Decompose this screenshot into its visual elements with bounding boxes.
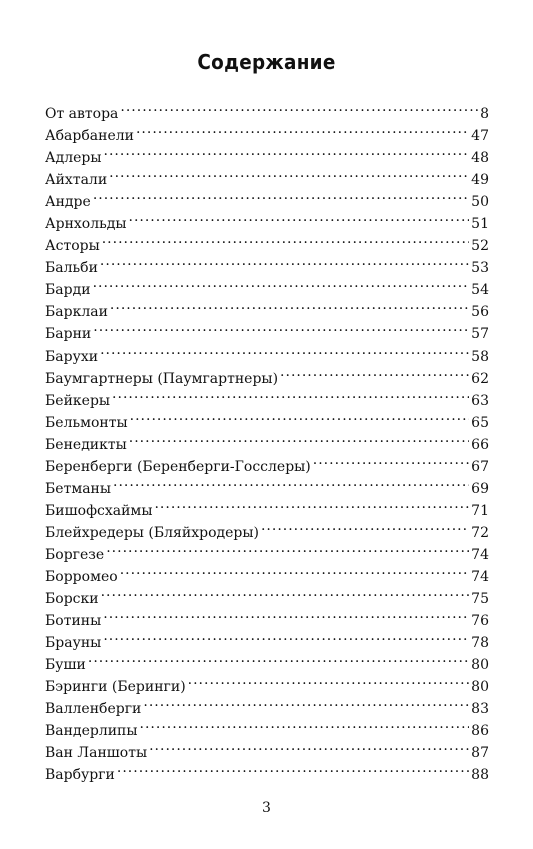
toc-entry-label: Барклаи [45, 304, 108, 321]
toc-entry-label: Бишофсхаймы [45, 502, 153, 519]
toc-entry-page: 71 [471, 502, 489, 519]
dot-leader [129, 427, 469, 449]
toc-entry [45, 250, 489, 277]
table-of-contents [45, 96, 489, 784]
page-title: Содержание [197, 50, 336, 74]
toc-entry-page: 80 [471, 679, 489, 696]
dot-leader [101, 581, 470, 603]
dot-leader [100, 250, 469, 272]
dot-leader [261, 515, 469, 537]
dot-leader [93, 272, 470, 294]
toc-entry [45, 383, 489, 409]
toc-entry-page: 62 [471, 370, 489, 387]
dot-leader [149, 735, 469, 757]
toc-entry-label: Бейкеры [45, 392, 111, 409]
dot-leader [143, 691, 469, 713]
toc-entry-label: Баумгартнеры (Паумгартнеры) [45, 370, 279, 387]
toc-entry [45, 647, 489, 674]
toc-entry [45, 669, 489, 696]
toc-entry-page: 53 [471, 260, 489, 277]
dot-leader [130, 405, 470, 427]
dot-leader [313, 449, 469, 471]
dot-leader [93, 184, 469, 206]
toc-entry-label: Айхтали [45, 172, 108, 189]
dot-leader [112, 383, 469, 405]
toc-entry-page: 80 [471, 657, 489, 674]
dot-leader [188, 669, 470, 691]
dot-leader [106, 537, 469, 559]
toc-entry-label: Блейхредеры (Бляйхродеры) [45, 524, 259, 541]
toc-entry [45, 294, 489, 321]
dot-leader [109, 162, 469, 184]
toc-entry-page: 67 [471, 458, 489, 475]
toc-entry-label: Валленберги [45, 701, 142, 718]
toc-entry-page: 75 [471, 591, 489, 608]
toc-entry-label: Ван Ланшоты [45, 745, 148, 762]
toc-entry-page: 51 [471, 216, 489, 233]
dot-leader [88, 647, 469, 669]
toc-entry-label: Барухи [45, 348, 99, 365]
toc-entry-label: Барни [45, 326, 92, 343]
toc-entry [45, 339, 489, 365]
toc-entry [45, 184, 489, 211]
toc-entry-page: 87 [471, 745, 489, 762]
toc-entry [45, 206, 489, 233]
toc-entry-page: 54 [471, 282, 489, 299]
toc-entry-page: 47 [471, 128, 489, 145]
toc-entry-label: Бельмонты [45, 414, 128, 431]
toc-entry [45, 316, 489, 343]
toc-entry-page: 52 [471, 238, 489, 255]
toc-entry-page: 78 [471, 635, 489, 652]
toc-entry-label: Борромео [45, 568, 118, 585]
toc-entry-page: 56 [471, 304, 489, 321]
toc-entry [45, 603, 489, 630]
dot-leader [110, 294, 469, 316]
dot-leader [280, 361, 469, 383]
toc-entry-page: 66 [471, 436, 489, 453]
toc-entry-page: 76 [471, 613, 489, 630]
toc-entry-page: 74 [471, 568, 489, 585]
dot-leader [120, 559, 469, 581]
dot-leader [129, 206, 470, 228]
toc-entry-label: Буши [45, 657, 86, 674]
toc-entry [45, 162, 489, 189]
toc-entry-page: 63 [471, 392, 489, 409]
toc-entry [45, 361, 489, 387]
toc-entry-label: Барди [45, 282, 91, 299]
toc-entry-page: 86 [471, 723, 489, 740]
toc-entry-label: Абарбанели [45, 128, 134, 145]
toc-entry-page: 58 [471, 348, 489, 365]
toc-entry-page: 69 [471, 480, 489, 497]
toc-entry-label: От автора [45, 106, 119, 122]
toc-entry-label: Боргезе [45, 546, 105, 563]
toc-entry-label: Бальби [45, 260, 98, 277]
toc-entry-page: 72 [471, 524, 489, 541]
toc-entry-label: Асторы [45, 238, 100, 255]
toc-entry [45, 625, 489, 652]
toc-entry-page: 65 [471, 414, 489, 431]
toc-entry [45, 228, 489, 255]
dot-leader [117, 757, 469, 779]
toc-entry-label: Арнхольды [45, 216, 127, 233]
toc-entry-label: Адлеры [45, 150, 102, 167]
toc-entry-label: Варбурги [45, 767, 115, 784]
page-number: 3 [262, 800, 271, 816]
toc-entry-label: Бетманы [45, 480, 112, 497]
toc-entry-label: Брауны [45, 635, 102, 652]
toc-entry-page: 8 [480, 106, 489, 122]
toc-entry [45, 272, 489, 299]
dot-leader [136, 118, 469, 140]
dot-leader [154, 493, 469, 515]
toc-entry-page: 50 [471, 194, 489, 211]
dot-leader [102, 228, 469, 250]
dot-leader [103, 625, 469, 647]
toc-entry [45, 405, 489, 431]
dot-leader [104, 140, 470, 162]
toc-entry-label: Ботины [45, 613, 102, 630]
toc-entry-label: Андре [45, 194, 91, 211]
dot-leader [103, 603, 469, 625]
toc-entry-label: Бэринги (Беринги) [45, 679, 186, 696]
toc-entry [45, 140, 489, 167]
toc-entry-label: Борски [45, 591, 99, 608]
dot-leader [113, 471, 469, 493]
dot-leader [140, 713, 470, 735]
toc-entry-page: 74 [471, 546, 489, 563]
toc-entry [45, 537, 489, 563]
dot-leader [100, 339, 469, 361]
dot-leader [120, 96, 478, 118]
toc-entry-page: 83 [471, 701, 489, 718]
toc-entry [45, 581, 489, 608]
toc-entry-label: Беренберги (Беренберги-Госслеры) [45, 458, 311, 475]
dot-leader [93, 316, 469, 338]
toc-entry [45, 96, 489, 122]
toc-entry-page: 88 [471, 767, 489, 784]
toc-entry-page: 49 [471, 172, 489, 189]
toc-entry-page: 57 [471, 326, 489, 343]
toc-entry-label: Бенедикты [45, 436, 127, 453]
toc-entry-page: 48 [471, 150, 489, 167]
toc-entry-label: Вандерлипы [45, 723, 138, 740]
toc-entry [45, 559, 489, 585]
